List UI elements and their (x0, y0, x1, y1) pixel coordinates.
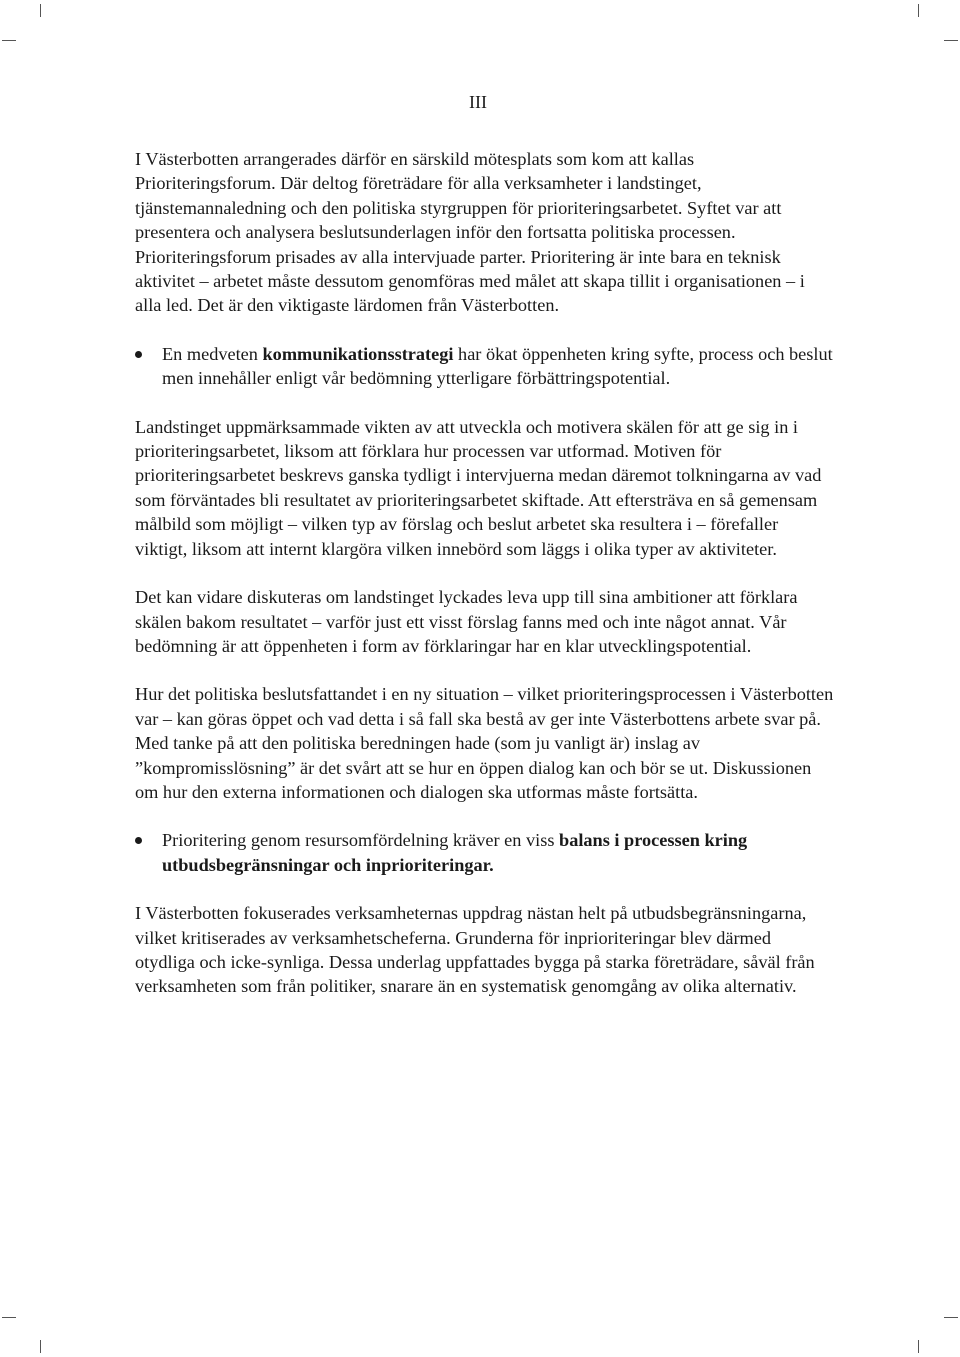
bullet-text: Prioritering genom resursomfördelning kräver en viss (162, 830, 560, 851)
paragraph: Det kan vidare diskuteras om landstinget lyckades leva upp till sina ambitioner att förklara skälen bakom resultatet – varför just ett visst förslag fanns med och inte något annat. Vår bedömning är att öppenheten i form av förklaringar har en klar utvecklingspotential. (135, 587, 798, 656)
crop-mark (918, 4, 919, 17)
crop-mark (40, 1340, 41, 1353)
page-number: III (469, 92, 487, 112)
bullet-item (135, 342, 835, 391)
document-body (135, 147, 835, 999)
bullet-emphasis: balans i processen kring utbudsbegränsningar och inprioriteringar. (162, 830, 748, 875)
crop-mark (944, 1317, 958, 1318)
bullet-icon (135, 837, 142, 844)
crop-mark (40, 4, 41, 17)
bullet-text: En medveten (162, 343, 263, 364)
paragraph: Hur det politiska beslutsfattandet i en ny situation – vilket prioriteringsprocessen i Västerbotten var – kan göras öppet och vad detta i så fall ska bestå av ger inte Västerbottens arbete svar på. Med tanke på att den politiska beredningen hade (som ju vanligt är) inslag av ”kompromisslösning” är det svårt att se hur en öppen dialog kan och bör se ut. Diskussionen om hur den externa informationen och dialogen ska utformas måste fortsätta. (135, 684, 834, 802)
bullet-emphasis: kommunikationsstrategi (262, 343, 454, 364)
bullet-item (135, 828, 835, 877)
crop-mark (2, 40, 16, 41)
paragraph: I Västerbotten arrangerades därför en särskild mötesplats som kom att kallas Prioriteringsforum. Där deltog företrädare för alla verksamheter i landstinget, tjänstemannaledning och den politiska styrgruppen för prioriteringsarbetet. Syftet var att presentera och analysera beslutsunderlagen inför den fortsatta politiska processen. Prioriteringsforum prisades av alla intervjuade parter. Prioritering är inte bara en teknisk aktivitet – arbetet måste dessutom genomföras med målet att skapa tillit i organisationen – i alla led. Det är den viktigaste lärdomen från Västerbotten. (135, 149, 805, 316)
bullet-text: har ökat öppenheten kring syfte, process och beslut men innehåller enligt vår bedömning ytterligare förbättringspotential. (162, 343, 833, 389)
crop-mark (918, 1340, 919, 1353)
crop-mark (2, 1317, 16, 1318)
crop-mark (944, 40, 958, 41)
bullet-icon (135, 351, 142, 358)
paragraph: Landstinget uppmärksammade vikten av att utveckla och motivera skälen för att ge sig in i prioriteringsarbetet, liksom att förklara hur processen var utformad. Motiven för prioriteringsarbetet beskrevs ganska tydligt i intervjuerna medan däremot tolkningarna av vad som förväntades bli resultatet av prioriteringsarbetet skiftade. Att eftersträva en så gemensam målbild som möjligt – vilken typ av förslag och beslut arbetet ska resultera i – förefaller viktigt, liksom att internt klargöra vilken innebörd som läggs i olika typer av aktiviteter. (135, 416, 822, 559)
paragraph: I Västerbotten fokuserades verksamheternas uppdrag nästan helt på utbudsbegränsningarna, vilket kritiserades av verksamhetscheferna. Grunderna för inprioriteringar blev därmed otydliga och icke-synliga. Dessa underlag uppfattades bygga på starka företrädare, såväl från verksamheten som från politiker, snarare än en systematisk genomgång av olika alternativ. (135, 903, 815, 997)
